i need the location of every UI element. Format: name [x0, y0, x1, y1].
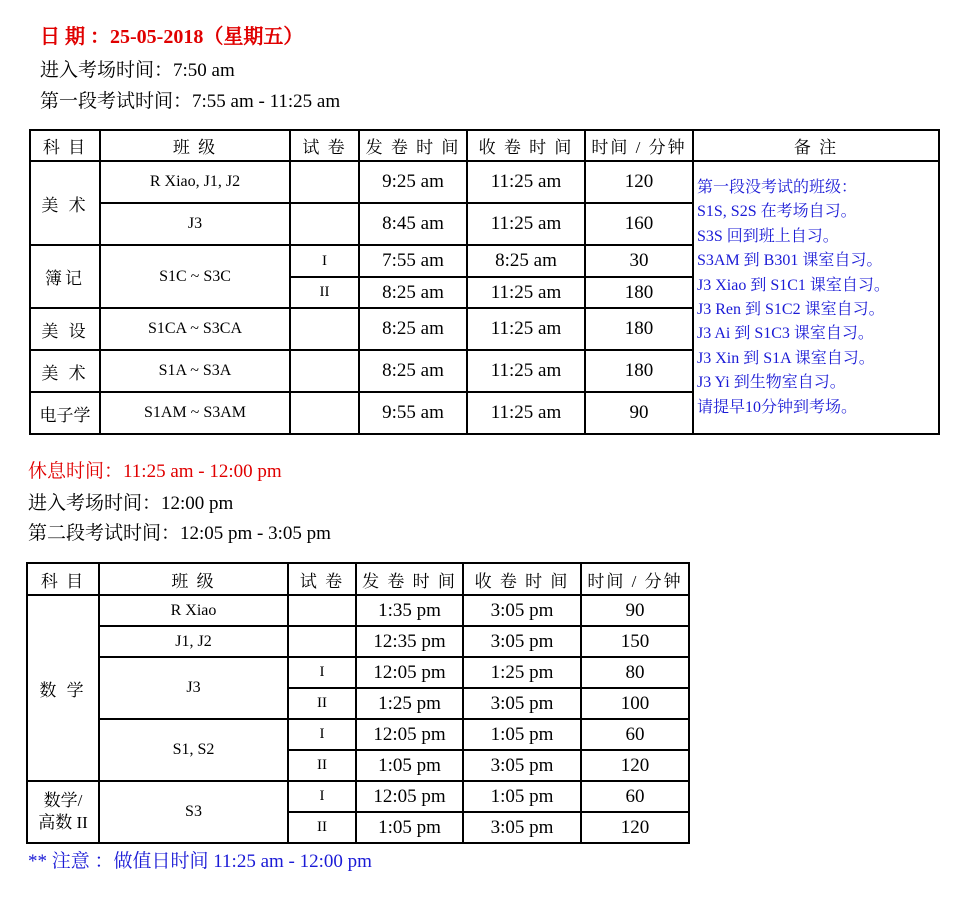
minutes-cell: 60	[581, 781, 689, 812]
subject-cell: 簿记	[30, 245, 100, 308]
session1-exam-time: 第一段考试时间：7:55 am - 11:25 am	[40, 91, 341, 112]
subject-cell: 数学/ 高数 II	[27, 781, 99, 843]
table-row	[27, 657, 689, 688]
table-row	[27, 719, 689, 750]
remark-line: J3 Ai 到 S1C3 课室自习。	[697, 325, 874, 343]
subject-cell: 美 设	[30, 308, 100, 350]
start-time-cell: 12:05 pm	[356, 719, 463, 750]
remark-line: J3 Yi 到生物室自习。	[697, 374, 846, 392]
header-minutes: 时间 / 分钟	[581, 563, 689, 595]
end-time-cell: 8:25 am	[467, 245, 585, 277]
class-cell: R Xiao	[99, 595, 288, 626]
minutes-cell: 120	[585, 161, 693, 203]
remark-line: J3 Xiao 到 S1C1 课室自习。	[697, 276, 890, 294]
start-time-cell: 12:05 pm	[356, 781, 463, 812]
paper-cell: I	[288, 719, 356, 750]
paper-cell	[290, 350, 359, 392]
end-time-cell: 11:25 am	[467, 350, 585, 392]
minutes-cell: 90	[585, 392, 693, 434]
table-row	[30, 161, 939, 203]
header-start-time: 发 卷 时 间	[359, 130, 467, 161]
paper-cell	[288, 626, 356, 657]
start-time-cell: 9:25 am	[359, 161, 467, 203]
class-cell: J3	[100, 203, 290, 245]
header-paper: 试 卷	[288, 563, 356, 595]
table-row	[27, 595, 689, 626]
paper-cell	[290, 203, 359, 245]
remark-line: J3 Ren 到 S1C2 课室自习。	[697, 301, 885, 319]
subject-cell: 数 学	[27, 595, 99, 781]
subject-cell: 电子学	[30, 392, 100, 434]
end-time-cell: 1:25 pm	[463, 657, 581, 688]
minutes-cell: 180	[585, 277, 693, 308]
remark-line: S3AM 到 B301 课室自习。	[697, 252, 883, 270]
header-end-time: 收 卷 时 间	[463, 563, 581, 595]
start-time-cell: 7:55 am	[359, 245, 467, 277]
header-start-time: 发 卷 时 间	[356, 563, 463, 595]
table-header-row	[30, 130, 939, 161]
start-time-cell: 1:05 pm	[356, 812, 463, 843]
end-time-cell: 1:05 pm	[463, 781, 581, 812]
subject-cell: 美 术	[30, 161, 100, 245]
end-time-cell: 3:05 pm	[463, 750, 581, 781]
start-time-cell: 12:35 pm	[356, 626, 463, 657]
end-time-cell: 11:25 am	[467, 203, 585, 245]
class-cell: S3	[99, 781, 288, 843]
paper-cell	[290, 392, 359, 434]
table-row	[27, 626, 689, 657]
start-time-cell: 12:05 pm	[356, 657, 463, 688]
remark-line: S3S 回到班上自习。	[697, 227, 839, 245]
paper-cell	[288, 595, 356, 626]
class-cell: S1A ~ S3A	[100, 350, 290, 392]
paper-cell: I	[290, 245, 359, 277]
remark-line: 请提早10分钟到考场。	[697, 398, 858, 416]
end-time-cell: 11:25 am	[467, 308, 585, 350]
paper-cell	[290, 308, 359, 350]
minutes-cell: 150	[581, 626, 689, 657]
minutes-cell: 120	[581, 812, 689, 843]
class-cell: S1, S2	[99, 719, 288, 781]
minutes-cell: 100	[581, 688, 689, 719]
remark-line: J3 Xin 到 S1A 课室自习。	[697, 349, 875, 367]
start-time-cell: 8:45 am	[359, 203, 467, 245]
start-time-cell: 1:25 pm	[356, 688, 463, 719]
session1-schedule-table	[29, 129, 940, 435]
end-time-cell: 3:05 pm	[463, 626, 581, 657]
class-cell: J1, J2	[99, 626, 288, 657]
header-paper: 试 卷	[290, 130, 359, 161]
header-subject: 科 目	[30, 130, 100, 161]
class-cell: S1AM ~ S3AM	[100, 392, 290, 434]
table-row	[27, 781, 689, 812]
class-cell: S1CA ~ S3CA	[100, 308, 290, 350]
minutes-cell: 30	[585, 245, 693, 277]
session2-entry-time: 进入考场时间：12:00 pm	[28, 493, 234, 514]
header-end-time: 收 卷 时 间	[467, 130, 585, 161]
remark-line: 第一段没考试的班级：	[697, 179, 858, 196]
minutes-cell: 60	[581, 719, 689, 750]
table-header-row	[27, 563, 689, 595]
class-cell: J3	[99, 657, 288, 719]
minutes-cell: 160	[585, 203, 693, 245]
start-time-cell: 9:55 am	[359, 392, 467, 434]
end-time-cell: 11:25 am	[467, 161, 585, 203]
break-time: 休息时间：11:25 am - 12:00 pm	[28, 461, 282, 482]
paper-cell: II	[288, 812, 356, 843]
paper-cell: I	[288, 657, 356, 688]
header-class: 班 级	[99, 563, 288, 595]
end-time-cell: 11:25 am	[467, 277, 585, 308]
header-minutes: 时间 / 分钟	[585, 130, 693, 161]
start-time-cell: 8:25 am	[359, 308, 467, 350]
paper-cell	[290, 161, 359, 203]
minutes-cell: 180	[585, 308, 693, 350]
subject-cell: 美 术	[30, 350, 100, 392]
start-time-cell: 8:25 am	[359, 350, 467, 392]
minutes-cell: 120	[581, 750, 689, 781]
start-time-cell: 1:05 pm	[356, 750, 463, 781]
paper-cell: II	[288, 750, 356, 781]
paper-cell: II	[290, 277, 359, 308]
minutes-cell: 180	[585, 350, 693, 392]
end-time-cell: 1:05 pm	[463, 719, 581, 750]
session2-exam-time: 第二段考试时间：12:05 pm - 3:05 pm	[28, 523, 331, 544]
header-class: 班 级	[100, 130, 290, 161]
end-time-cell: 3:05 pm	[463, 812, 581, 843]
exam-date: 日 期 ：25-05-2018（星期五）	[40, 26, 304, 48]
start-time-cell: 1:35 pm	[356, 595, 463, 626]
minutes-cell: 80	[581, 657, 689, 688]
paper-cell: I	[288, 781, 356, 812]
remark-line: S1S, S2S 在考场自习。	[697, 203, 857, 221]
end-time-cell: 3:05 pm	[463, 688, 581, 719]
duty-note: ** 注意 ：做值日时间 11:25 am - 12:00 pm	[28, 851, 372, 872]
header-remarks: 备 注	[693, 130, 939, 161]
remarks-cell	[693, 161, 939, 434]
end-time-cell: 3:05 pm	[463, 595, 581, 626]
end-time-cell: 11:25 am	[467, 392, 585, 434]
class-cell: S1C ~ S3C	[100, 245, 290, 308]
header-subject: 科 目	[27, 563, 99, 595]
session2-schedule-table	[26, 562, 690, 844]
session1-entry-time: 进入考场时间：7:50 am	[40, 60, 235, 81]
class-cell: R Xiao, J1, J2	[100, 161, 290, 203]
minutes-cell: 90	[581, 595, 689, 626]
paper-cell: II	[288, 688, 356, 719]
start-time-cell: 8:25 am	[359, 277, 467, 308]
